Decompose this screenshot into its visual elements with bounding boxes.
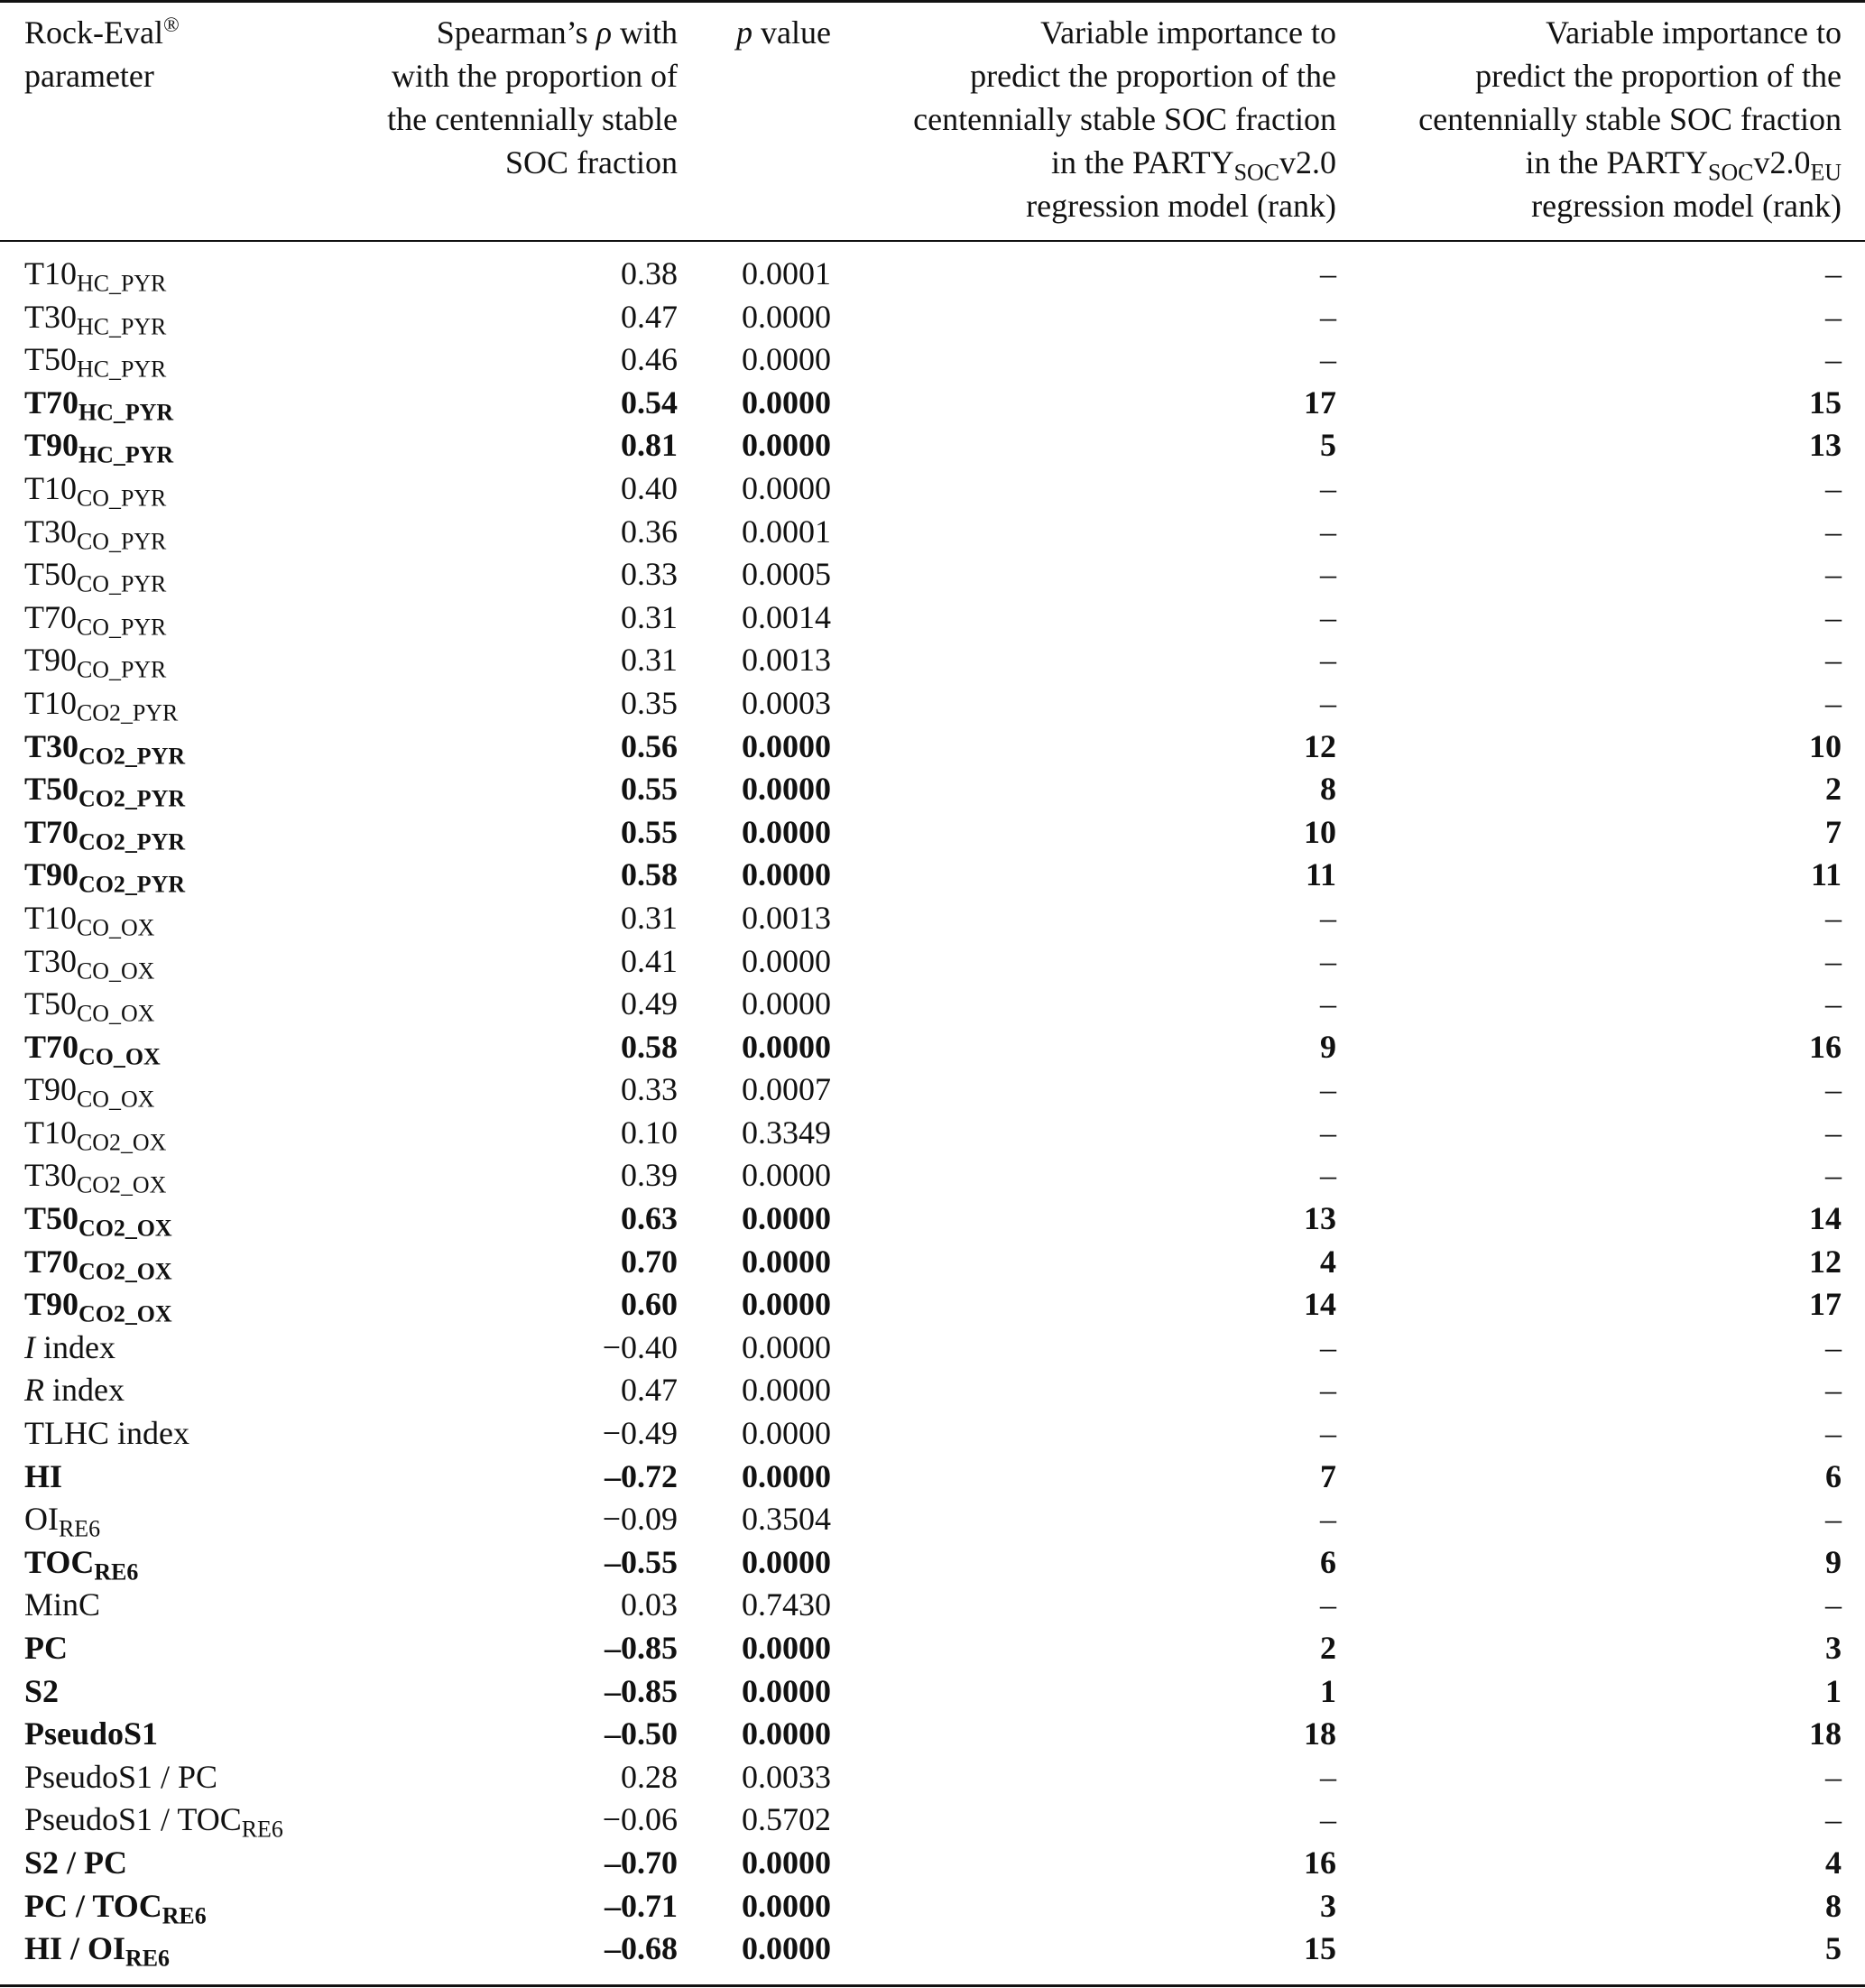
rho-cell: 0.28 <box>621 1758 678 1795</box>
rho-cell: 0.56 <box>621 727 678 764</box>
p-value-cell: 0.3349 <box>742 1114 831 1151</box>
rank-v2-eu-cell: – <box>1825 255 1842 291</box>
parameter-cell: $T70_{CO\_PYR}$ <box>24 598 167 640</box>
rank-v2-cell: 16 <box>1304 1844 1336 1881</box>
header-importance-partysoc-v2: Variable importance to predict the proportion of the centennially stable SOC fraction in the $PARTY_{SOC}v2.0$ regression model (rank) <box>913 14 1336 224</box>
rho-cell: –0.85 <box>605 1630 678 1666</box>
parameter-cell: $T50_{CO2\_PYR}$ <box>24 771 186 812</box>
parameter-cell: $T90_{CO\_OX}$ <box>24 1071 155 1113</box>
table-row <box>0 682 1865 726</box>
rho-cell: 0.33 <box>621 1071 678 1108</box>
rank-v2-cell: – <box>1320 1372 1336 1409</box>
table-row <box>0 338 1865 382</box>
parameter-cell: $T30_{CO\_OX}$ <box>24 942 155 984</box>
table-body <box>0 253 1865 1971</box>
parameter-cell: $T30_{HC\_PYR}$ <box>24 298 167 339</box>
p-value-cell: 0.7430 <box>742 1586 831 1623</box>
table-row <box>0 553 1865 596</box>
p-value-cell: 0.0000 <box>742 942 831 979</box>
rank-v2-eu-cell: – <box>1825 684 1842 721</box>
table-row <box>0 1068 1865 1112</box>
rank-v2-cell: 3 <box>1320 1887 1336 1924</box>
rank-v2-eu-cell: 13 <box>1809 427 1842 464</box>
table-row <box>0 983 1865 1026</box>
rho-cell: 0.81 <box>621 427 678 464</box>
rank-v2-cell: – <box>1320 469 1336 506</box>
rho-cell: 0.58 <box>621 856 678 893</box>
table-row <box>0 1798 1865 1842</box>
parameter-cell: TLHC index <box>24 1415 189 1452</box>
rank-v2-cell: – <box>1320 598 1336 635</box>
p-value-cell: 0.0000 <box>742 1457 831 1494</box>
rank-v2-eu-cell: – <box>1825 642 1842 679</box>
rho-cell: 0.63 <box>621 1200 678 1237</box>
p-value-cell: 0.0000 <box>742 1715 831 1752</box>
parameter-cell: $T70_{CO2\_OX}$ <box>24 1243 172 1284</box>
parameter-cell: $T30_{CO2\_OX}$ <box>24 1157 167 1198</box>
table-row <box>0 639 1865 682</box>
bottom-rule <box>0 1984 1865 1987</box>
parameter-cell: $OI_{RE6}$ <box>24 1501 101 1542</box>
parameter-cell: S2 / PC <box>24 1844 128 1881</box>
parameter-cell: HI <box>24 1457 63 1494</box>
table-row <box>0 1713 1865 1756</box>
rank-v2-cell: 7 <box>1320 1457 1336 1494</box>
rank-v2-cell: 15 <box>1304 1930 1336 1967</box>
p-value-cell: 0.0000 <box>742 1243 831 1280</box>
table-row <box>0 726 1865 769</box>
table-row <box>0 1456 1865 1499</box>
parameter-cell: PseudoS1 <box>24 1715 159 1752</box>
table-row <box>0 1327 1865 1370</box>
rho-cell: –0.68 <box>605 1930 678 1967</box>
rho-cell: –0.50 <box>605 1715 678 1752</box>
table-row <box>0 1541 1865 1585</box>
table-row <box>0 1885 1865 1928</box>
rho-cell: −0.40 <box>602 1328 678 1365</box>
rho-cell: –0.85 <box>605 1672 678 1709</box>
parameter-cell: S2 <box>24 1672 60 1709</box>
p-value-cell: 0.3504 <box>742 1501 831 1538</box>
rank-v2-eu-cell: 17 <box>1809 1286 1842 1323</box>
rank-v2-eu-cell: – <box>1825 985 1842 1022</box>
rank-v2-cell: 11 <box>1305 856 1336 893</box>
rank-v2-eu-cell: 6 <box>1825 1457 1842 1494</box>
rho-cell: −0.09 <box>602 1501 678 1538</box>
table-row <box>0 467 1865 511</box>
rank-v2-eu-cell: 2 <box>1825 771 1842 808</box>
p-value-cell: 0.0005 <box>742 556 831 593</box>
rank-v2-cell: 5 <box>1320 427 1336 464</box>
parameter-cell: $T70_{HC\_PYR}$ <box>24 384 174 426</box>
rank-v2-cell: 13 <box>1304 1200 1336 1237</box>
rank-v2-eu-cell: – <box>1825 942 1842 979</box>
p-value-cell: 0.0001 <box>742 255 831 291</box>
rho-cell: 0.55 <box>621 813 678 850</box>
parameter-cell: $TOC_{RE6}$ <box>24 1543 139 1586</box>
rank-v2-eu-cell: 10 <box>1809 727 1842 764</box>
rho-cell: 0.47 <box>621 298 678 335</box>
rank-v2-cell: – <box>1320 298 1336 335</box>
rank-v2-eu-cell: 4 <box>1825 1844 1842 1881</box>
rank-v2-eu-cell: – <box>1825 298 1842 335</box>
rank-v2-cell: – <box>1320 942 1336 979</box>
p-value-cell: 0.0001 <box>742 513 831 550</box>
rank-v2-cell: – <box>1320 1328 1336 1365</box>
parameter-cell: I index <box>24 1328 115 1365</box>
parameter-cell: $T90_{CO\_PYR}$ <box>24 642 167 683</box>
rank-v2-cell: – <box>1320 255 1336 291</box>
parameter-cell: $T10_{CO2\_PYR}$ <box>24 684 179 726</box>
parameter-cell: MinC <box>24 1586 101 1623</box>
rank-v2-eu-cell: – <box>1825 899 1842 936</box>
p-value-cell: 0.0000 <box>742 1372 831 1409</box>
p-value-cell: 0.0000 <box>742 985 831 1022</box>
header-spearman-rho: Spearman’s ρ with with the proportion of the centennially stable SOC fraction <box>387 14 678 180</box>
rho-cell: 0.54 <box>621 384 678 421</box>
rank-v2-eu-cell: – <box>1825 598 1842 635</box>
rank-v2-cell: – <box>1320 1801 1336 1838</box>
table-row <box>0 1241 1865 1284</box>
rank-v2-cell: 9 <box>1320 1028 1336 1065</box>
p-value-cell: 0.0000 <box>742 1415 831 1452</box>
p-value-cell: 0.0000 <box>742 1844 831 1881</box>
table-row <box>0 1283 1865 1327</box>
rank-v2-eu-cell: 7 <box>1825 813 1842 850</box>
p-value-cell: 0.0000 <box>742 1028 831 1065</box>
rho-cell: −0.49 <box>602 1415 678 1452</box>
table-row <box>0 1412 1865 1456</box>
rank-v2-cell: 17 <box>1304 384 1336 421</box>
p-value-cell: 0.0000 <box>742 771 831 808</box>
p-value-cell: 0.0013 <box>742 899 831 936</box>
rank-v2-cell: – <box>1320 1501 1336 1538</box>
rank-v2-cell: 2 <box>1320 1630 1336 1666</box>
table-row <box>0 1756 1865 1799</box>
rank-v2-cell: 14 <box>1304 1286 1336 1323</box>
rank-v2-eu-cell: – <box>1825 1758 1842 1795</box>
rho-cell: –0.72 <box>605 1457 678 1494</box>
rank-v2-eu-cell: – <box>1825 469 1842 506</box>
rank-v2-eu-cell: – <box>1825 1415 1842 1452</box>
rank-v2-cell: – <box>1320 1415 1336 1452</box>
table-row <box>0 424 1865 467</box>
parameter-cell: PC / $TOC_{RE6}$ <box>24 1887 207 1928</box>
rho-cell: 0.10 <box>621 1114 678 1151</box>
rank-v2-eu-cell: 11 <box>1810 856 1842 893</box>
rho-cell: 0.47 <box>621 1372 678 1409</box>
rank-v2-cell: – <box>1320 1157 1336 1194</box>
table-row <box>0 1842 1865 1885</box>
rank-v2-eu-cell: 9 <box>1825 1543 1842 1580</box>
p-value-cell: 0.0000 <box>742 1672 831 1709</box>
rho-cell: 0.58 <box>621 1028 678 1065</box>
table-row <box>0 296 1865 339</box>
rank-v2-eu-cell: 1 <box>1825 1672 1842 1709</box>
rank-v2-eu-cell: – <box>1825 1801 1842 1838</box>
p-value-cell: 0.0000 <box>742 469 831 506</box>
rank-v2-cell: – <box>1320 684 1336 721</box>
rank-v2-eu-cell: 5 <box>1825 1930 1842 1967</box>
rho-cell: 0.31 <box>621 642 678 679</box>
p-value-cell: 0.0000 <box>742 856 831 893</box>
p-value-cell: 0.0000 <box>742 341 831 378</box>
parameter-cell: $T70_{CO\_OX}$ <box>24 1028 161 1069</box>
rank-v2-cell: – <box>1320 1071 1336 1108</box>
p-value-cell: 0.0013 <box>742 642 831 679</box>
table-row <box>0 596 1865 640</box>
table-row <box>0 511 1865 554</box>
rank-v2-cell: – <box>1320 899 1336 936</box>
rank-v2-eu-cell: 8 <box>1825 1887 1842 1924</box>
p-value-cell: 0.0033 <box>742 1758 831 1795</box>
table-row <box>0 1928 1865 1971</box>
parameter-cell: $T90_{HC\_PYR}$ <box>24 427 174 468</box>
rho-cell: −0.06 <box>602 1801 678 1838</box>
rank-v2-eu-cell: 15 <box>1809 384 1842 421</box>
p-value-cell: 0.0000 <box>742 384 831 421</box>
rank-v2-eu-cell: – <box>1825 556 1842 593</box>
rank-v2-cell: – <box>1320 1586 1336 1623</box>
table-row <box>0 940 1865 984</box>
p-value-cell: 0.0000 <box>742 427 831 464</box>
p-value-cell: 0.0000 <box>742 298 831 335</box>
p-value-cell: 0.5702 <box>742 1801 831 1838</box>
p-value-cell: 0.0000 <box>742 1543 831 1580</box>
table-row <box>0 1369 1865 1412</box>
rank-v2-eu-cell: – <box>1825 1586 1842 1623</box>
rho-cell: 0.35 <box>621 684 678 721</box>
table-row <box>0 253 1865 296</box>
p-value-cell: 0.0000 <box>742 727 831 764</box>
rank-v2-cell: – <box>1320 642 1336 679</box>
rank-v2-eu-cell: 14 <box>1809 1200 1842 1237</box>
parameter-cell: R index <box>24 1372 125 1409</box>
rank-v2-cell: – <box>1320 556 1336 593</box>
rank-v2-cell: – <box>1320 513 1336 550</box>
rank-v2-eu-cell: 12 <box>1809 1243 1842 1280</box>
rank-v2-eu-cell: – <box>1825 1071 1842 1108</box>
parameter-cell: $T90_{CO2\_PYR}$ <box>24 856 186 898</box>
parameter-cell: PC <box>24 1630 68 1666</box>
table-row <box>0 1112 1865 1155</box>
table-row <box>0 1026 1865 1069</box>
table-row <box>0 1498 1865 1541</box>
rho-cell: 0.31 <box>621 598 678 635</box>
table-row <box>0 1627 1865 1670</box>
p-value-cell: 0.0007 <box>742 1071 831 1108</box>
table-row <box>0 1670 1865 1714</box>
rho-cell: 0.39 <box>621 1157 678 1194</box>
table-row <box>0 811 1865 855</box>
p-value-cell: 0.0000 <box>742 1286 831 1323</box>
p-value-cell: 0.0000 <box>742 1887 831 1924</box>
rank-v2-cell: 1 <box>1320 1672 1336 1709</box>
rank-v2-eu-cell: – <box>1825 1114 1842 1151</box>
parameter-cell: PseudoS1 / $TOC_{RE6}$ <box>24 1801 283 1843</box>
parameter-cell: $T10_{CO2\_OX}$ <box>24 1114 167 1156</box>
table-row <box>0 897 1865 940</box>
parameter-cell: $T90_{CO2\_OX}$ <box>24 1286 172 1327</box>
table-row <box>0 854 1865 897</box>
parameter-cell: $T10_{HC\_PYR}$ <box>24 255 167 297</box>
rank-v2-cell: 8 <box>1320 771 1336 808</box>
table-row <box>0 768 1865 811</box>
rank-v2-eu-cell: – <box>1825 513 1842 550</box>
p-value-cell: 0.0014 <box>742 598 831 635</box>
parameter-cell: $T10_{CO\_OX}$ <box>24 899 155 941</box>
rho-cell: 0.03 <box>621 1586 678 1623</box>
header-rule <box>0 240 1865 242</box>
rho-cell: 0.36 <box>621 513 678 550</box>
rank-v2-eu-cell: – <box>1825 1328 1842 1365</box>
rank-v2-cell: 6 <box>1320 1543 1336 1580</box>
rho-cell: 0.55 <box>621 771 678 808</box>
rho-cell: –0.55 <box>605 1543 678 1580</box>
rho-cell: 0.40 <box>621 469 678 506</box>
rank-v2-eu-cell: – <box>1825 1501 1842 1538</box>
parameter-cell: $T50_{CO\_PYR}$ <box>24 556 167 597</box>
rank-v2-cell: – <box>1320 985 1336 1022</box>
rho-cell: 0.33 <box>621 556 678 593</box>
parameter-cell: PseudoS1 / PC <box>24 1758 218 1795</box>
rank-v2-eu-cell: – <box>1825 341 1842 378</box>
rho-cell: 0.31 <box>621 899 678 936</box>
rho-cell: 0.70 <box>621 1243 678 1280</box>
header-rock-eval-parameter: Rock-Eval® parameter <box>24 14 180 94</box>
parameter-cell: $T30_{CO\_PYR}$ <box>24 513 167 554</box>
p-value-cell: 0.0000 <box>742 813 831 850</box>
p-value-cell: 0.0000 <box>742 1328 831 1365</box>
rank-v2-cell: – <box>1320 1114 1336 1151</box>
rank-v2-eu-cell: 16 <box>1809 1028 1842 1065</box>
parameter-cell: $T50_{CO2\_OX}$ <box>24 1200 172 1242</box>
table-row <box>0 1154 1865 1197</box>
p-value-cell: 0.0003 <box>742 684 831 721</box>
rank-v2-cell: 18 <box>1304 1715 1336 1752</box>
table-row <box>0 382 1865 425</box>
p-value-cell: 0.0000 <box>742 1930 831 1967</box>
rho-cell: –0.71 <box>605 1887 678 1924</box>
table-row <box>0 1197 1865 1241</box>
p-value-cell: 0.0000 <box>742 1200 831 1237</box>
rank-v2-eu-cell: 18 <box>1809 1715 1842 1752</box>
rank-v2-eu-cell: – <box>1825 1372 1842 1409</box>
rank-v2-eu-cell: 3 <box>1825 1630 1842 1666</box>
rank-v2-cell: – <box>1320 1758 1336 1795</box>
rank-v2-cell: – <box>1320 341 1336 378</box>
parameter-cell: $T10_{CO\_PYR}$ <box>24 469 167 512</box>
rho-cell: 0.49 <box>621 985 678 1022</box>
rho-cell: 0.46 <box>621 341 678 378</box>
p-value-cell: 0.0000 <box>742 1630 831 1666</box>
rho-cell: 0.60 <box>621 1286 678 1323</box>
parameter-cell: $T50_{CO\_OX}$ <box>24 985 155 1027</box>
rank-v2-eu-cell: – <box>1825 1157 1842 1194</box>
rho-cell: 0.38 <box>621 255 678 291</box>
rank-v2-cell: 12 <box>1304 727 1336 764</box>
parameter-cell: HI / $OI_{RE6}$ <box>24 1930 170 1972</box>
rho-cell: –0.70 <box>605 1844 678 1881</box>
top-rule <box>0 0 1865 3</box>
header-importance-partysoc-v2-eu: Variable importance to predict the proportion of the centennially stable SOC fraction in the $PARTY_{SOC}v2.0_{EU}$ regression model (rank) <box>1418 14 1842 224</box>
parameter-cell: $T50_{HC\_PYR}$ <box>24 341 167 383</box>
table-row <box>0 1584 1865 1627</box>
rank-v2-cell: 4 <box>1320 1243 1336 1280</box>
parameter-cell: $T30_{CO2\_PYR}$ <box>24 727 186 769</box>
parameter-cell: $T70_{CO2\_PYR}$ <box>24 813 186 855</box>
header-p-value: p value <box>736 14 831 51</box>
p-value-cell: 0.0000 <box>742 1157 831 1194</box>
rank-v2-cell: 10 <box>1304 813 1336 850</box>
rho-cell: 0.41 <box>621 942 678 979</box>
